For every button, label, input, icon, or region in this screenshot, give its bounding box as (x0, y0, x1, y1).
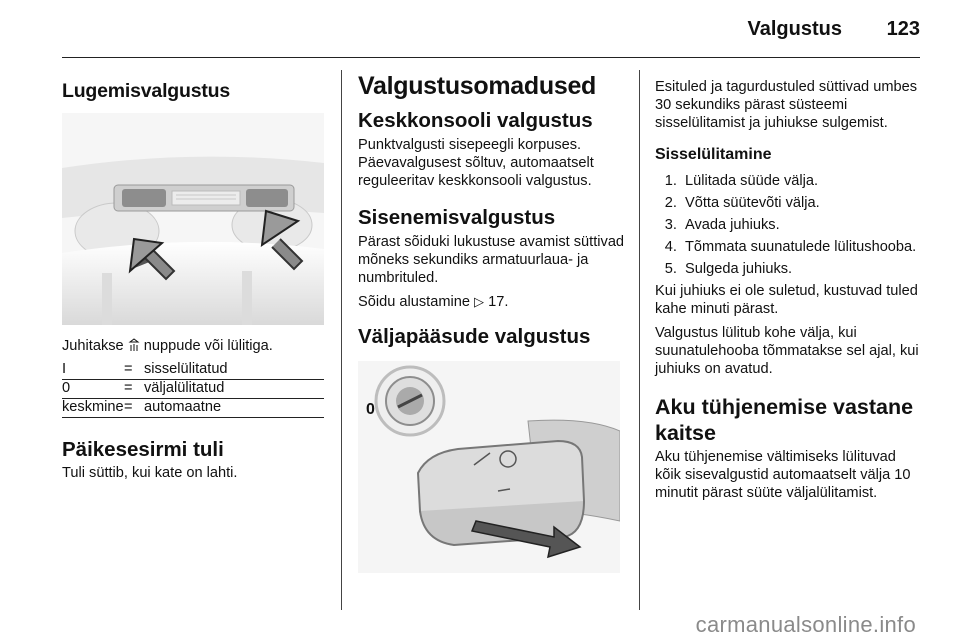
equals-sign: = (124, 380, 144, 399)
exit-light-illustration (358, 361, 620, 573)
column-reading-light (62, 66, 324, 482)
column-lighting-features (358, 66, 628, 573)
switch-position-table (62, 361, 324, 418)
list-item: 1. Lülitada süüde välja. (681, 172, 923, 190)
section-heading-console-light: Keskkonsooli valgustus (358, 109, 593, 132)
sun-visor-text: Tuli süttib, kui kate on lahti. (62, 465, 238, 481)
reference-prefix: Sõidu alustamine (358, 294, 470, 310)
column-divider-1 (341, 70, 342, 610)
list-item: 5. Sulgeda juhiuks. (681, 260, 923, 278)
position-value: väljalülitatud (144, 380, 324, 399)
section-heading-activation: Sisselülitamine (655, 146, 772, 163)
position-key: I (62, 361, 124, 380)
section-heading-battery-protection: Aku tühjenemise vastane kaitse (655, 395, 914, 445)
section-heading-entry-light: Sisenemisvalgustus (358, 206, 556, 229)
console-light-text: Punktvalgusti sisepeegli korpuses. Päevavalgusest sõltuv, automaatselt reguleeritav keskkonsooli valgustus. (358, 137, 594, 189)
section-heading-exit-light: Väljapääsude valgustus (358, 325, 591, 348)
ignition-position-label: 0 (366, 401, 375, 418)
section-heading-reading-light: Lugemisvalgustus (62, 80, 231, 102)
equals-sign: = (124, 399, 144, 418)
entry-light-text: Pärast sõiduki lukustuse avamist süttivad mõneks sekundiks armatuurlaua- ja numbrituled. (358, 234, 625, 286)
position-value: sisselülitatud (144, 361, 324, 380)
timeout-text: Kui juhiuks ei ole suletud, kustuvad tuled kahe minuti pärast. (655, 283, 918, 317)
column-divider-2 (639, 70, 640, 610)
header-rule (62, 57, 920, 58)
caption-suffix: nuppude või lülitiga. (143, 338, 273, 354)
section-heading-sun-visor: Päikesesirmi tuli (62, 438, 224, 461)
reading-light-illustration-drawing (62, 113, 324, 325)
reference-page: 17. (488, 294, 509, 310)
column-exit-lighting-details (655, 66, 923, 502)
page-reference-icon: ▷ (474, 294, 485, 309)
position-key: 0 (62, 380, 124, 399)
exit-light-intro: Esituled ja tagurdustuled süttivad umbes 30 sekundiks pärast süsteemi sisselülitamist ja juhiukse sulgemist. (655, 79, 918, 131)
list-item: 3. Avada juhiuks. (681, 216, 923, 234)
reading-light-icon (128, 338, 140, 352)
equals-sign: = (124, 361, 144, 380)
switch-off-text: Valgustus lülitub kohe välja, kui suunatulehooba tõmmatakse sel ajal, kui juhiuks on avatud. (655, 325, 919, 377)
reading-light-illustration (62, 113, 324, 325)
caption-prefix: Juhitakse (62, 338, 124, 354)
running-header-title: Valgustus (747, 18, 842, 40)
position-key: keskmine (62, 399, 124, 418)
watermark: carmanualsonline.info (695, 612, 916, 637)
page-number: 123 (886, 18, 920, 40)
list-item: 4. Tõmmata suunatulede lülitushooba. (681, 238, 923, 256)
chapter-heading: Valgustusomadused (358, 72, 597, 100)
exit-light-illustration-drawing (358, 361, 620, 573)
reading-light-caption (62, 337, 324, 355)
activation-steps (655, 172, 923, 278)
position-value: automaatne (144, 399, 324, 418)
driving-reference (358, 293, 628, 311)
list-item: 2. Võtta süütevõti välja. (681, 194, 923, 212)
battery-protection-text: Aku tühjenemise vältimiseks lülituvad kõik sisevalgustid automaatselt välja 10 minutit pärast süüte väljalülitamist. (655, 449, 911, 501)
